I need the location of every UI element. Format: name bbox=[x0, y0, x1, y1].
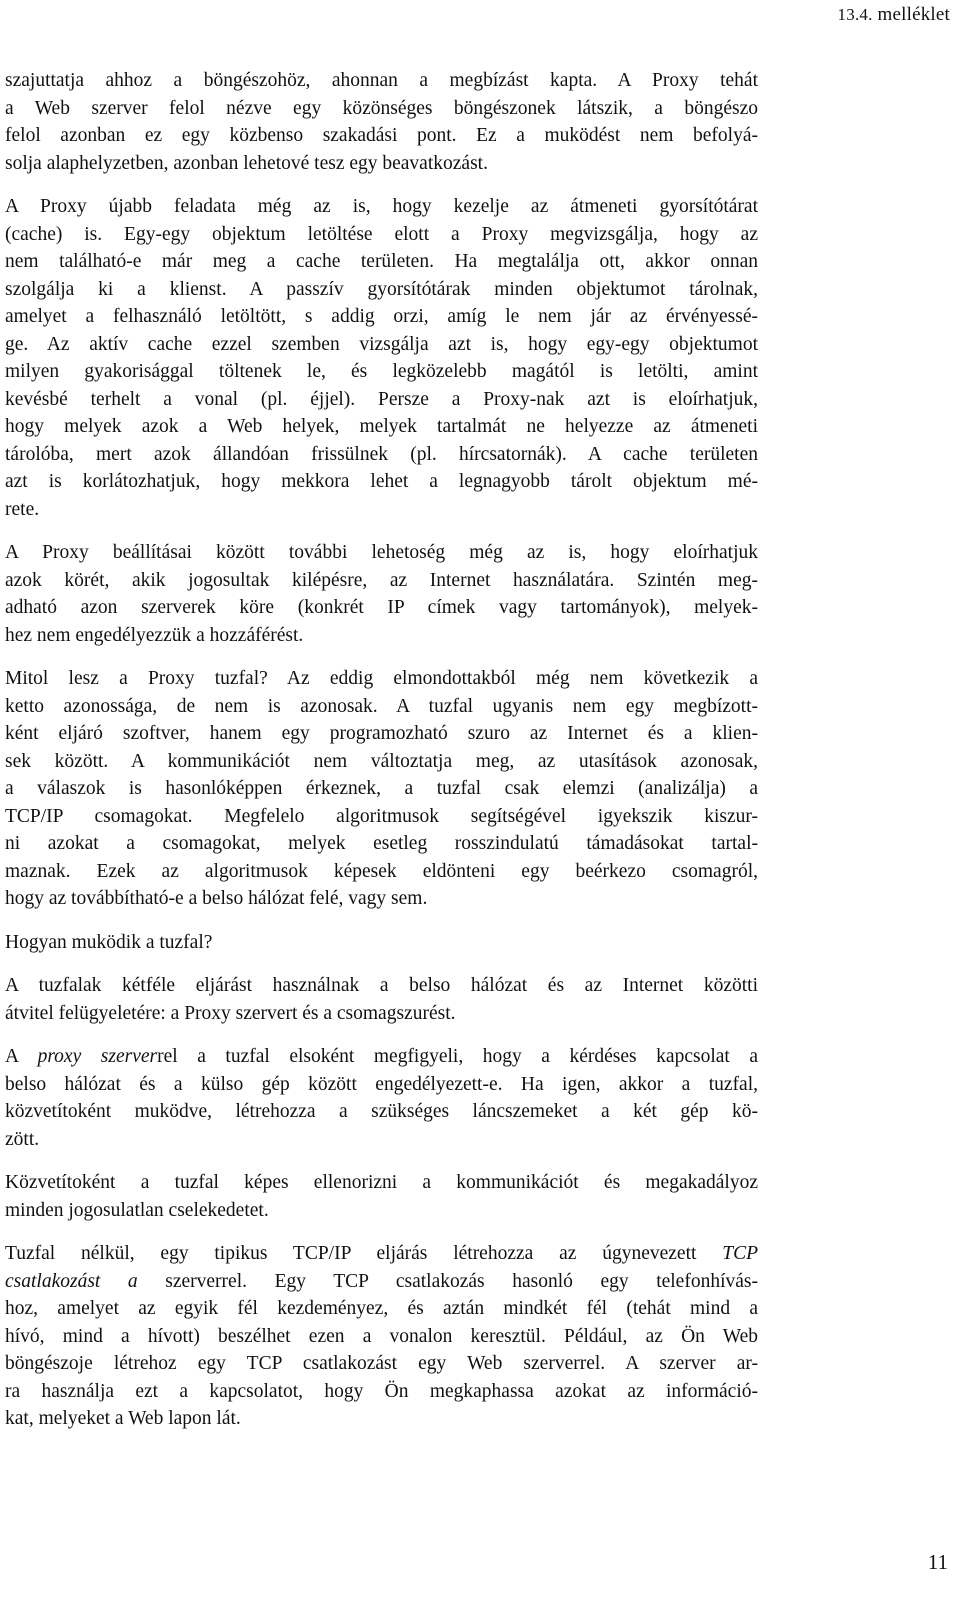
text-line: Tuzfal nélkül, egy tipikus TCP/IP eljárás létrehozza az úgynevezett TCP bbox=[5, 1243, 758, 1264]
text-line: szolgálja ki a klienst. A passzív gyorsítótárak minden objektumot tárolnak, bbox=[5, 278, 758, 300]
text-line: amelyet a felhasználó letöltött, s addig orzi, amíg le nem jár az érvényessé- bbox=[5, 306, 758, 327]
text-line: Mitol lesz a Proxy tuzfal? Az eddig elmondottakból még nem következik a bbox=[5, 668, 758, 689]
text-line: kat, melyeket a Web lapon lát. bbox=[5, 1408, 241, 1429]
text-line: közvetítoként muködve, létrehozza a szükséges láncszemeket a két gép kö- bbox=[5, 1101, 758, 1122]
paragraph bbox=[5, 1169, 758, 1224]
text-line: ra használja ezt a kapcsolatot, hogy Ön megkaphassa azokat az információ- bbox=[5, 1380, 758, 1402]
text-line: hogy az továbbítható-e a belso hálózat felé, vagy sem. bbox=[5, 888, 428, 909]
appendix-label: melléklet bbox=[877, 4, 950, 25]
text-line: felol azonban ez egy közbenso szakadási pont. Ez a muködést nem befolyá- bbox=[5, 125, 758, 146]
text-line: átvitel felügyeletére: a Proxy szervert és a csomagszurést. bbox=[5, 1002, 456, 1024]
running-header bbox=[838, 4, 950, 26]
text-line: hívó, mind a hívott) beszélhet ezen a vonalon keresztül. Például, az Ön Web bbox=[5, 1325, 758, 1347]
text-line: A proxy szerverrel a tuzfal elsoként megfigyeli, hogy a kérdéses kapcsolat a bbox=[5, 1046, 759, 1067]
text-line: maznak. Ezek az algoritmusok képesek eldönteni egy beérkezo csomagról, bbox=[5, 860, 758, 882]
italic-term: TCP bbox=[722, 1243, 758, 1264]
text-line: zött. bbox=[5, 1128, 40, 1150]
paragraph bbox=[5, 1043, 758, 1153]
text-line: sek között. A kommunikációt nem változtatja meg, az utasítások azonosak, bbox=[5, 750, 758, 772]
text-line: kevésbé terhelt a vonal (pl. éjjel). Persze a Proxy-nak azt is eloírhatjuk, bbox=[5, 388, 758, 410]
text-line: Hogyan muködik a tuzfal? bbox=[5, 931, 213, 953]
text-line: Közvetítoként a tuzfal képes ellenorizni a kommunikációt és megakadályoz bbox=[5, 1172, 758, 1193]
italic-term: csatlakozást a bbox=[5, 1270, 138, 1292]
text-line: a Web szerver felol nézve egy közönséges böngészonek látszik, a böngészo bbox=[5, 97, 758, 119]
italic-term: proxy szerver bbox=[37, 1046, 158, 1067]
text-line: böngészoje létrehoz egy TCP csatlakozást egy Web szerverrel. A szerver ar- bbox=[5, 1353, 758, 1374]
text-line: rete. bbox=[5, 498, 40, 520]
text-line: A tuzfalak kétféle eljárást használnak a belso hálózat és az Internet közötti bbox=[5, 975, 758, 996]
appendix-number: 13.4. bbox=[837, 5, 873, 24]
text-line: szajuttatja ahhoz a böngészohöz, ahonnan a megbízást kapta. A Proxy tehát bbox=[5, 70, 758, 91]
text-line: TCP/IP csomagokat. Megfelelo algoritmusok segítségével igyekszik kiszur- bbox=[5, 805, 758, 827]
paragraph bbox=[5, 972, 758, 1027]
text-line: ni azokat a csomagokat, melyek esetleg rosszindulatú támadásokat tartal- bbox=[5, 833, 758, 854]
text-line: ketto azonossága, de nem is azonosak. A tuzfal ugyanis nem egy megbízott- bbox=[5, 695, 758, 717]
text-line: ként eljáró szoftver, hanem egy programozható szuro az Internet és a klien- bbox=[5, 723, 758, 744]
text-line: (cache) is. Egy-egy objektum letöltése elott a Proxy megvizsgálja, hogy az bbox=[5, 223, 758, 245]
text-line: adható azon szerverek köre (konkrét IP címek vagy tartományok), melyek- bbox=[5, 597, 758, 618]
paragraph bbox=[5, 539, 758, 649]
text-line: belso hálózat és a külso gép között engedélyezett-e. Ha igen, akkor a tuzfal, bbox=[5, 1073, 758, 1095]
text-line: minden jogosulatlan cselekedetet. bbox=[5, 1199, 269, 1221]
text-line: azok körét, akik jogosultak kilépésre, az Internet használatára. Szintén meg- bbox=[5, 569, 758, 591]
text-line: nem található-e már meg a cache területen. Ha megtalálja ott, akkor onnan bbox=[5, 251, 758, 272]
paragraph bbox=[5, 1240, 758, 1433]
text-line: ge. Az aktív cache ezzel szemben vizsgálja azt is, hogy egy-egy objektumot bbox=[5, 333, 758, 355]
paragraph bbox=[5, 67, 758, 177]
paragraph bbox=[5, 929, 758, 957]
text-line: hogy melyek azok a Web helyek, melyek tartalmát ne helyezze az átmeneti bbox=[5, 416, 758, 437]
paragraph bbox=[5, 193, 758, 523]
paragraph bbox=[5, 665, 758, 913]
page-number: 11 bbox=[927, 1550, 948, 1574]
text-line: milyen gyakorisággal töltenek le, és legközelebb magától is letölti, amint bbox=[5, 361, 758, 382]
text-line: A Proxy újabb feladata még az is, hogy kezelje az átmeneti gyorsítótárat bbox=[5, 196, 758, 217]
text-line: A Proxy beállításai között további lehetoség még az is, hogy eloírhatjuk bbox=[5, 542, 758, 563]
text-line: solja alaphelyzetben, azonban lehetové tesz egy beavatkozást. bbox=[5, 152, 488, 174]
text-line: hoz, amelyet az egyik fél kezdeményez, és aztán mindkét fél (tehát mind a bbox=[5, 1298, 758, 1319]
text-line: tárolóba, mert azok állandóan frissülnek (pl. hírcsatornák). A cache területen bbox=[5, 443, 758, 465]
text-line: hez nem engedélyezzük a hozzáférést. bbox=[5, 624, 304, 646]
text-line: azt is korlátozhatjuk, hogy mekkora lehet a legnagyobb tárolt objektum mé- bbox=[5, 471, 758, 492]
body-text bbox=[5, 67, 758, 1449]
text-line: csatlakozást a szerverrel. Egy TCP csatlakozás hasonló egy telefonhívás- bbox=[5, 1270, 758, 1292]
text-line: a válaszok is hasonlóképpen érkeznek, a tuzfal csak elemzi (analizálja) a bbox=[5, 778, 758, 799]
